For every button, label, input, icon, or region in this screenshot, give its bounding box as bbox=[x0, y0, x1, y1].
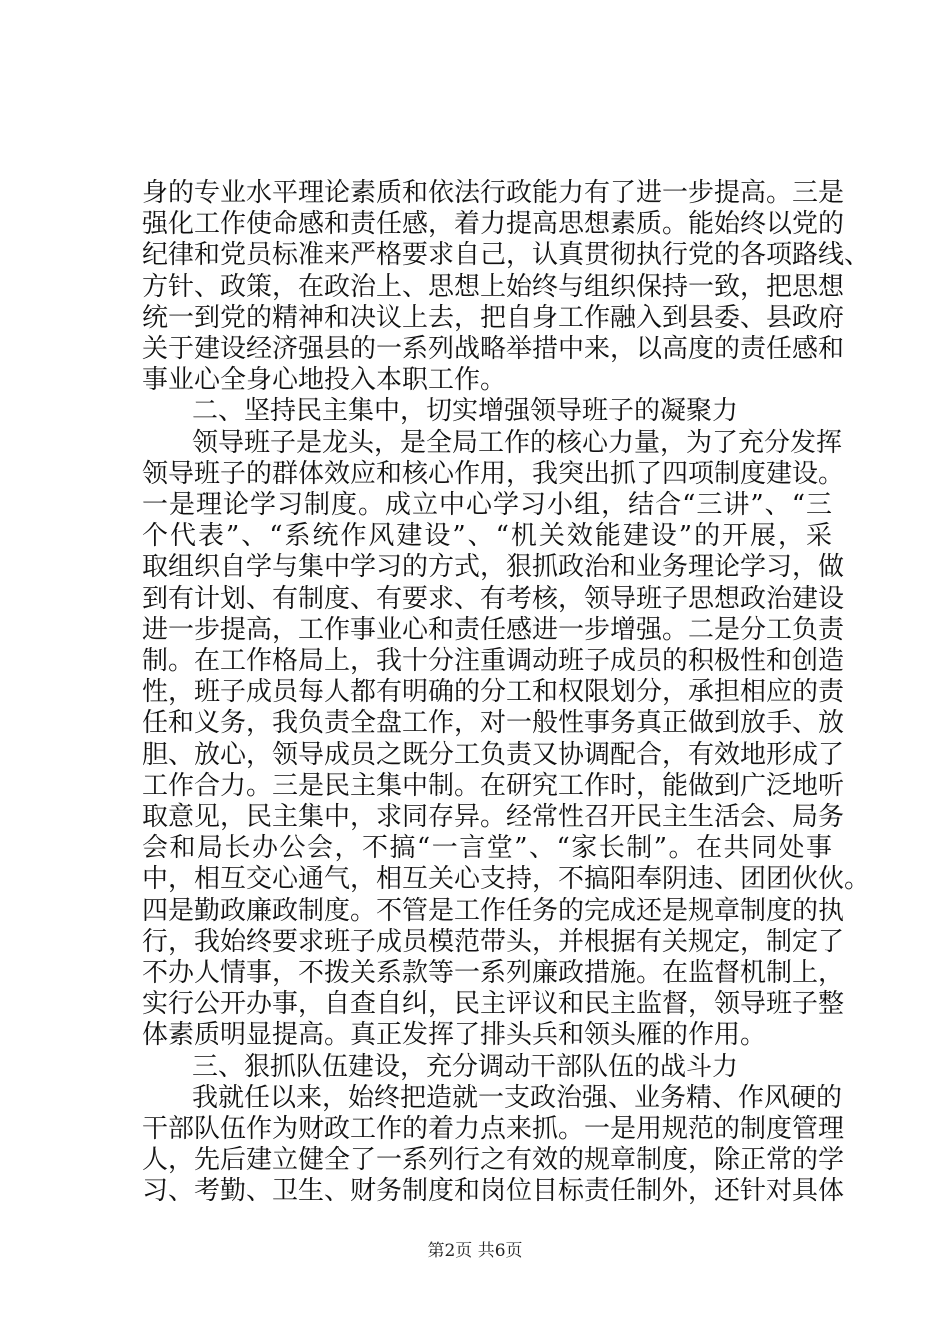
body-text-line: 进一步提高，工作事业心和责任感进一步增强。二是分工负责 bbox=[142, 615, 845, 645]
body-text-line: 行，我始终要求班子成员模范带头，并根据有关规定，制定了 bbox=[142, 927, 845, 957]
page-number-footer: 第2页 共6页 bbox=[427, 1241, 523, 1261]
body-text-line: 我就任以来，始终把造就一支政治强、业务精、作风硬的 bbox=[192, 1083, 843, 1113]
section-heading: 二、坚持民主集中，切实增强领导班子的凝聚力 bbox=[192, 396, 739, 426]
body-text-line: 关于建设经济强县的一系列战略举措中来，以高度的责任感和 bbox=[142, 334, 845, 364]
body-text-line: 体素质明显提高。真正发挥了排头兵和领头雁的作用。 bbox=[142, 1020, 767, 1050]
body-text-line: 工作合力。三是民主集中制。在研究工作时，能做到广泛地听 bbox=[142, 771, 845, 801]
body-text-line: 个代表”、“系统作风建设”、“机关效能建设”的开展，采 bbox=[142, 521, 832, 551]
body-text-line: 方针、政策，在政治上、思想上始终与组织保持一致，把思想 bbox=[142, 272, 845, 302]
body-text-line: 制。在工作格局上，我十分注重调动班子成员的积极性和创造 bbox=[142, 646, 845, 676]
body-text-line: 中，相互交心通气，相互关心支持，不搞阳奉阴违、团团伙伙。 bbox=[142, 864, 871, 894]
body-text-line: 不办人情事，不拨关系款等一系列廉政措施。在监督机制上， bbox=[142, 958, 845, 988]
body-text-line: 领导班子的群体效应和核心作用，我突出抓了四项制度建设。 bbox=[142, 459, 845, 489]
body-text-line: 取组织自学与集中学习的方式，狠抓政治和业务理论学习，做 bbox=[142, 552, 845, 582]
body-text-line: 领导班子是龙头，是全局工作的核心力量，为了充分发挥 bbox=[192, 428, 843, 458]
body-text-line: 人，先后建立健全了一系列行之有效的规章制度，除正常的学 bbox=[142, 1145, 845, 1175]
body-text-line: 任和义务，我负责全盘工作，对一般性事务真正做到放手、放 bbox=[142, 708, 845, 738]
body-text-line: 四是勤政廉政制度。不管是工作任务的完成还是规章制度的执 bbox=[142, 896, 845, 926]
body-text-line: 性，班子成员每人都有明确的分工和权限划分，承担相应的责 bbox=[142, 677, 845, 707]
body-text-line: 统一到党的精神和决议上去，把自身工作融入到县委、县政府 bbox=[142, 303, 845, 333]
body-text-line: 身的专业水平理论素质和依法行政能力有了进一步提高。三是 bbox=[142, 178, 845, 208]
body-text-line: 强化工作使命感和责任感，着力提高思想素质。能始终以党的 bbox=[142, 209, 845, 239]
body-text-line: 一是理论学习制度。成立中心学习小组，结合“三讲”、“三 bbox=[142, 490, 832, 520]
body-text-line: 到有计划、有制度、有要求、有考核，领导班子思想政治建设 bbox=[142, 584, 845, 614]
body-text-line: 会和局长办公会，不搞“一言堂”、“家长制”。在共同处事 bbox=[142, 833, 832, 863]
body-text-line: 实行公开办事，自查自纠，民主评议和民主监督，领导班子整 bbox=[142, 989, 845, 1019]
body-text-line: 纪律和党员标准来严格要求自己，认真贯彻执行党的各项路线、 bbox=[142, 240, 871, 270]
body-text-line: 取意见，民主集中，求同存异。经常性召开民主生活会、局务 bbox=[142, 802, 845, 832]
body-text-line: 习、考勤、卫生、财务制度和岗位目标责任制外，还针对具体 bbox=[142, 1176, 845, 1206]
body-text-line: 事业心全身心地投入本职工作。 bbox=[142, 365, 507, 395]
section-heading: 三、狠抓队伍建设，充分调动干部队伍的战斗力 bbox=[192, 1052, 739, 1082]
body-text-line: 干部队伍作为财政工作的着力点来抓。一是用规范的制度管理 bbox=[142, 1114, 845, 1144]
body-text-line: 胆、放心，领导成员之既分工负责又协调配合，有效地形成了 bbox=[142, 740, 845, 770]
